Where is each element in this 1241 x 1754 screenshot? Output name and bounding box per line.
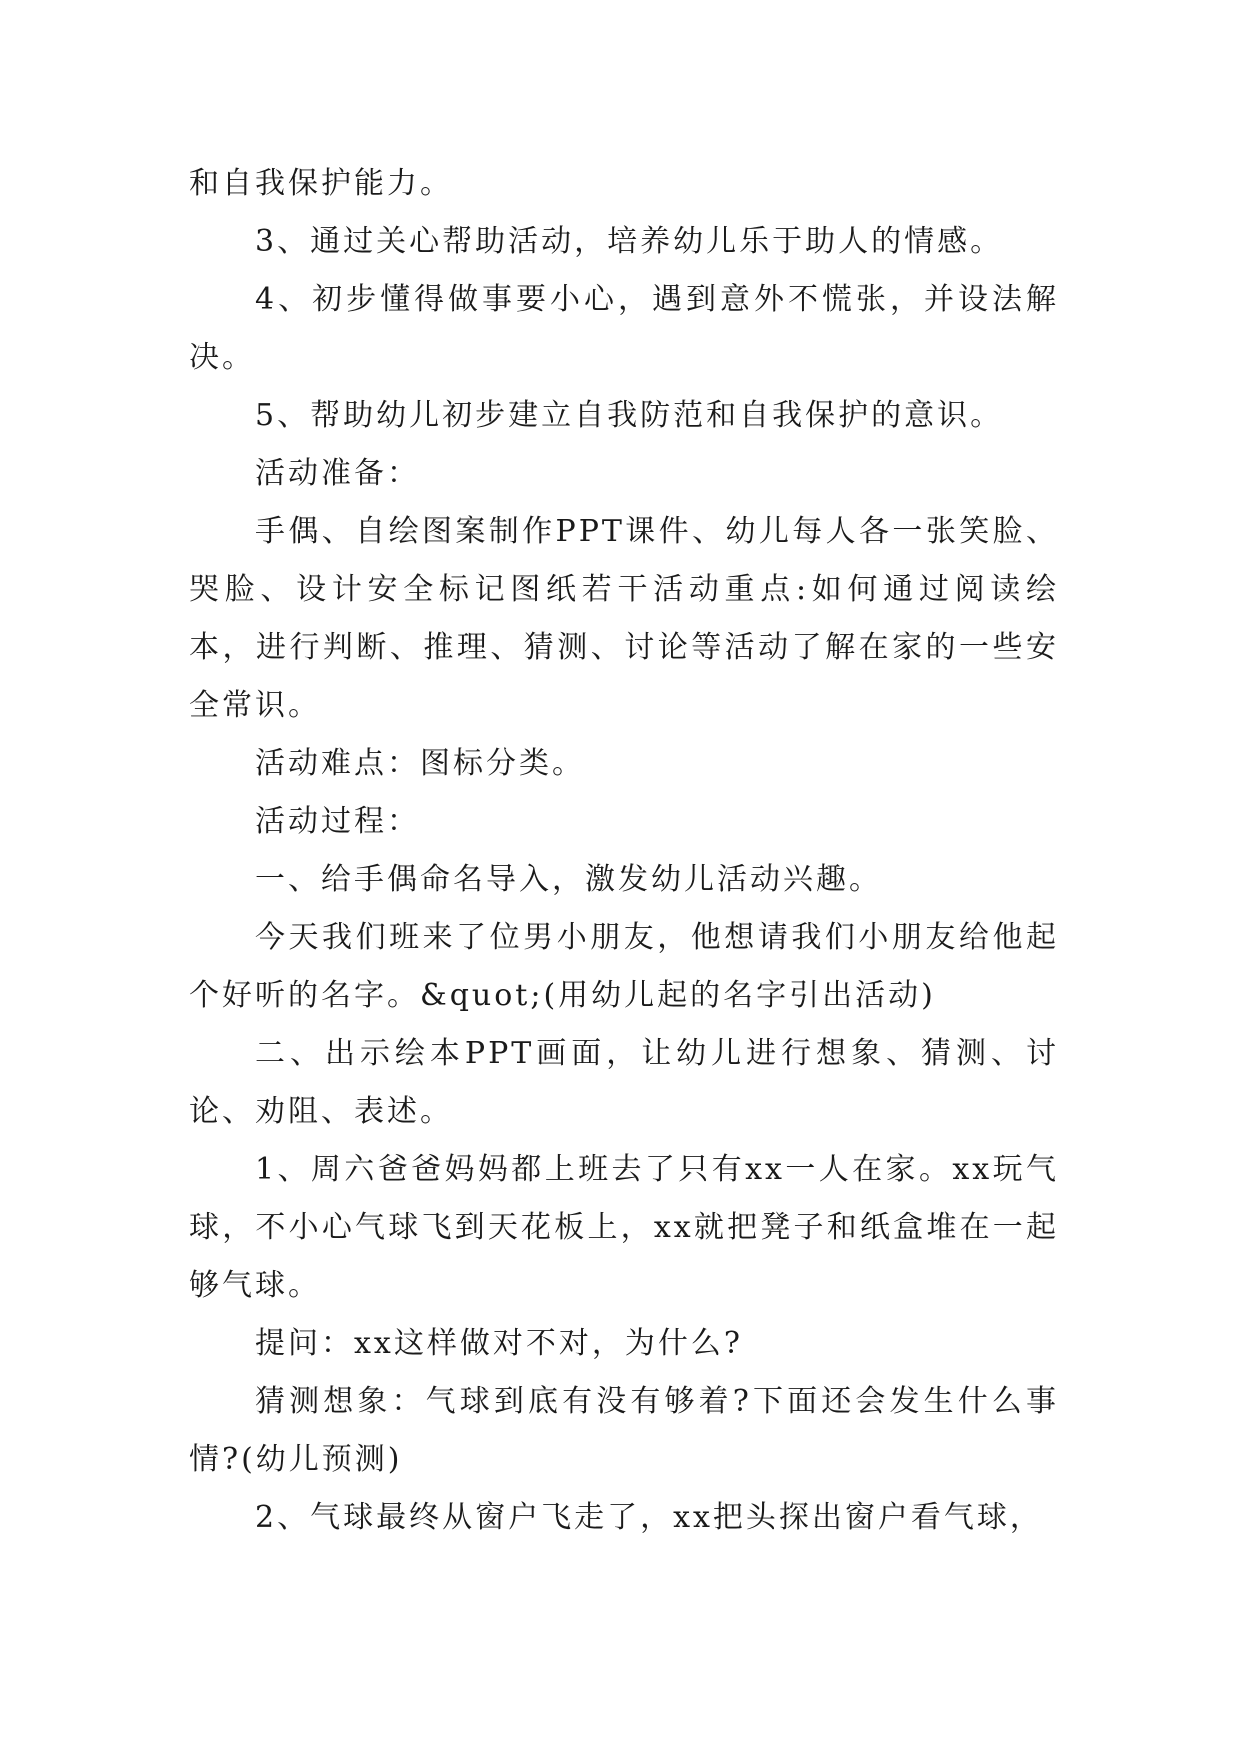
paragraph: 1、周六爸爸妈妈都上班去了只有xx一人在家。xx玩气球，不小心气球飞到天花板上，xx就把凳子和纸盒堆在一起够气球。 <box>189 1152 1059 1303</box>
paragraph: 今天我们班来了位男小朋友，他想请我们小朋友给他起个好听的名字。&quot;(用幼儿起的名字引出活动) <box>189 920 1059 1013</box>
paragraph: 活动难点：图标分类。 <box>255 746 585 781</box>
paragraph: 3、通过关心帮助活动，培养幼儿乐于助人的情感。 <box>255 224 1004 259</box>
paragraph: 和自我保护能力。 <box>189 166 453 201</box>
paragraph: 二、出示绘本PPT画面，让幼儿进行想象、猜测、讨论、劝阻、表述。 <box>189 1036 1059 1129</box>
section-heading: 活动准备： <box>255 456 420 491</box>
paragraph: 一、给手偶命名导入，激发幼儿活动兴趣。 <box>255 862 882 897</box>
paragraph: 5、帮助幼儿初步建立自我防范和自我保护的意识。 <box>255 398 1004 433</box>
paragraph: 4、初步懂得做事要小心，遇到意外不慌张，并设法解决。 <box>189 282 1059 375</box>
paragraph: 提问：xx这样做对不对，为什么? <box>255 1326 743 1361</box>
paragraph: 手偶、自绘图案制作PPT课件、幼儿每人各一张笑脸、哭脸、设计安全标记图纸若干活动重点:如何通过阅读绘本，进行判断、推理、猜测、讨论等活动了解在家的一些安全常识。 <box>189 514 1059 723</box>
paragraph: 猜测想象：气球到底有没有够着?下面还会发生什么事情?(幼儿预测) <box>189 1384 1059 1477</box>
document-body <box>189 155 1059 1547</box>
section-heading: 活动过程： <box>255 804 420 839</box>
paragraph: 2、气球最终从窗户飞走了，xx把头探出窗户看气球， <box>255 1500 1043 1535</box>
